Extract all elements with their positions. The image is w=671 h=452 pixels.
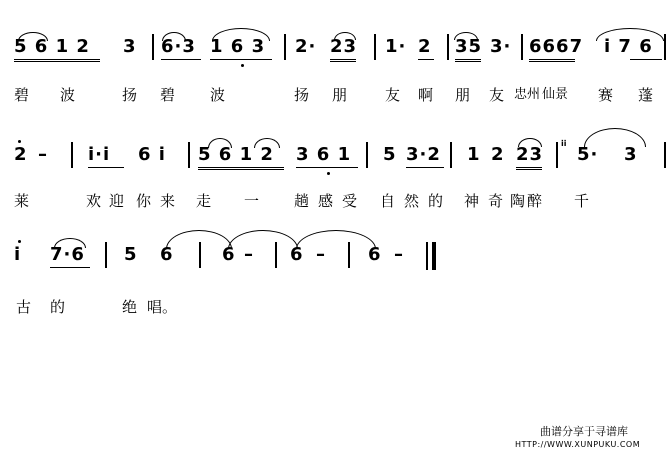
- note-group: 2: [418, 36, 432, 57]
- bar-line: [450, 142, 452, 168]
- note-group: 3: [624, 144, 638, 165]
- lyric: 走: [196, 192, 212, 210]
- lyric: 陶: [510, 192, 526, 210]
- slur: [596, 28, 664, 41]
- note-group: 2: [491, 144, 505, 165]
- bar-line: [426, 242, 428, 270]
- lyric: 受: [342, 192, 358, 210]
- lyric: 然: [404, 192, 420, 210]
- lyric: 迎: [109, 192, 125, 210]
- note-group: 23: [516, 144, 544, 165]
- lyric: 友: [385, 86, 401, 104]
- lyrics-row-1: [0, 88, 671, 112]
- underline: [406, 167, 444, 168]
- underline: [630, 59, 662, 60]
- score-row-3: [0, 240, 671, 284]
- lyric: 朋: [455, 86, 471, 104]
- bar-line: [188, 142, 190, 168]
- lyric: 唱。: [147, 298, 178, 316]
- note-group: 5: [124, 244, 138, 265]
- octave-dot: [18, 240, 21, 243]
- lyric: 来: [160, 192, 176, 210]
- dash: –: [244, 244, 254, 265]
- underline: [529, 61, 575, 62]
- lyric: 扬: [122, 86, 138, 104]
- note-group: 5·: [577, 144, 599, 165]
- note-group: 7·6: [50, 244, 85, 265]
- underline: [210, 59, 272, 60]
- source-url: HTTP://WWW.XUNPUKU.COM: [515, 440, 641, 449]
- slur: [584, 128, 646, 147]
- note-group: i: [14, 244, 22, 265]
- lyric: 绝: [122, 298, 138, 316]
- note-group: 3·2: [406, 144, 441, 165]
- slur: [228, 230, 298, 249]
- lyric: 波: [60, 86, 76, 104]
- bar-line: [71, 142, 73, 168]
- lyric: 莱: [14, 192, 30, 210]
- underline: [330, 59, 356, 60]
- underline: [418, 59, 434, 60]
- bar-line: [556, 142, 558, 168]
- bar-line: [105, 242, 107, 268]
- underline: [198, 167, 284, 168]
- grace-notes: i̇i̇: [561, 139, 567, 148]
- underline: [50, 267, 90, 268]
- lyric: 扬: [294, 86, 310, 104]
- underline: [161, 59, 201, 60]
- note-group: 5 6 1 2: [14, 36, 90, 57]
- underline: [198, 169, 284, 170]
- slur: [166, 230, 232, 249]
- slur: [518, 138, 542, 147]
- lyric: 的: [50, 298, 66, 316]
- bar-line: [284, 34, 286, 60]
- underline: [529, 59, 575, 60]
- lyric: 醉: [527, 192, 543, 210]
- lyric: 千: [574, 192, 590, 210]
- underline: [330, 61, 356, 62]
- slur: [454, 32, 478, 40]
- bar-line: [664, 142, 666, 168]
- note-group: 6 i: [138, 144, 166, 165]
- lyric: 朋: [332, 86, 348, 104]
- slur: [162, 32, 186, 41]
- underline: [516, 169, 542, 170]
- note-group: 35: [455, 36, 483, 57]
- note-group: 6: [290, 244, 304, 265]
- bar-line: [152, 34, 154, 60]
- note-group: i·i: [88, 144, 111, 165]
- note-group: 6: [368, 244, 382, 265]
- slur: [334, 32, 356, 40]
- lyric: 你: [136, 192, 152, 210]
- slur: [254, 138, 280, 148]
- lyric: 的: [428, 192, 444, 210]
- note-group: 2: [14, 144, 28, 165]
- bar-line: [374, 34, 376, 60]
- dash: –: [316, 244, 326, 265]
- bar-line: [521, 34, 523, 60]
- score-row-2: [0, 140, 671, 184]
- dash: –: [38, 144, 48, 165]
- bar-line: [664, 34, 666, 60]
- octave-dot: [327, 172, 330, 175]
- note-group: 6: [160, 244, 174, 265]
- lyric: 古: [16, 298, 32, 316]
- slur: [212, 28, 270, 41]
- underline: [14, 61, 100, 62]
- note-group: 23: [330, 36, 358, 57]
- lyric: 赛: [598, 86, 614, 104]
- lyric: 感: [318, 192, 334, 210]
- underline: [455, 59, 481, 60]
- note-group: 6·3: [161, 36, 196, 57]
- lyrics-row-2: [0, 194, 671, 218]
- bar-line: [366, 142, 368, 168]
- note-group: 5: [383, 144, 397, 165]
- lyric: 波: [210, 86, 226, 104]
- slur: [54, 238, 86, 248]
- underline: [516, 167, 542, 168]
- note-group: 3 6 1: [296, 144, 352, 165]
- note-group: 3: [123, 36, 137, 57]
- final-bar-line: [432, 242, 436, 270]
- lyric: 忠州: [514, 87, 541, 102]
- lyric: 趟: [294, 192, 310, 210]
- bar-line: [447, 34, 449, 60]
- score-row-1: [0, 32, 671, 92]
- lyric: 奇: [488, 192, 504, 210]
- lyric: 啊: [418, 86, 434, 104]
- octave-dot: [241, 64, 244, 67]
- underline: [296, 167, 358, 168]
- underline: [14, 59, 100, 60]
- underline: [88, 167, 124, 168]
- lyric: 仙景: [542, 87, 569, 102]
- slur: [18, 32, 48, 41]
- lyric: 自: [380, 192, 396, 210]
- lyric: 欢: [86, 192, 102, 210]
- note-group: 2·: [295, 36, 317, 57]
- lyric: 碧: [160, 86, 176, 104]
- underline: [455, 61, 481, 62]
- note-group: 1: [467, 144, 481, 165]
- lyric: 蓬: [638, 86, 654, 104]
- note-group: 3·: [490, 36, 512, 57]
- lyric: 神: [464, 192, 480, 210]
- lyric: 碧: [14, 86, 30, 104]
- note-group: 1·: [385, 36, 407, 57]
- lyrics-row-3: [0, 300, 671, 324]
- note-group: 5 6 1 2: [198, 144, 274, 165]
- lyric: 一: [244, 192, 260, 210]
- note-group: 1 6 3: [210, 36, 266, 57]
- note-group: 6: [222, 244, 236, 265]
- note-group: 6667: [529, 36, 584, 57]
- lyric: 友: [489, 86, 505, 104]
- dash: –: [394, 244, 404, 265]
- note-group: i 7 6: [604, 36, 653, 57]
- slur: [208, 138, 232, 148]
- source-credit: 曲谱分享于寻谱库: [540, 425, 628, 438]
- octave-dot: [18, 140, 21, 143]
- slur: [296, 230, 376, 249]
